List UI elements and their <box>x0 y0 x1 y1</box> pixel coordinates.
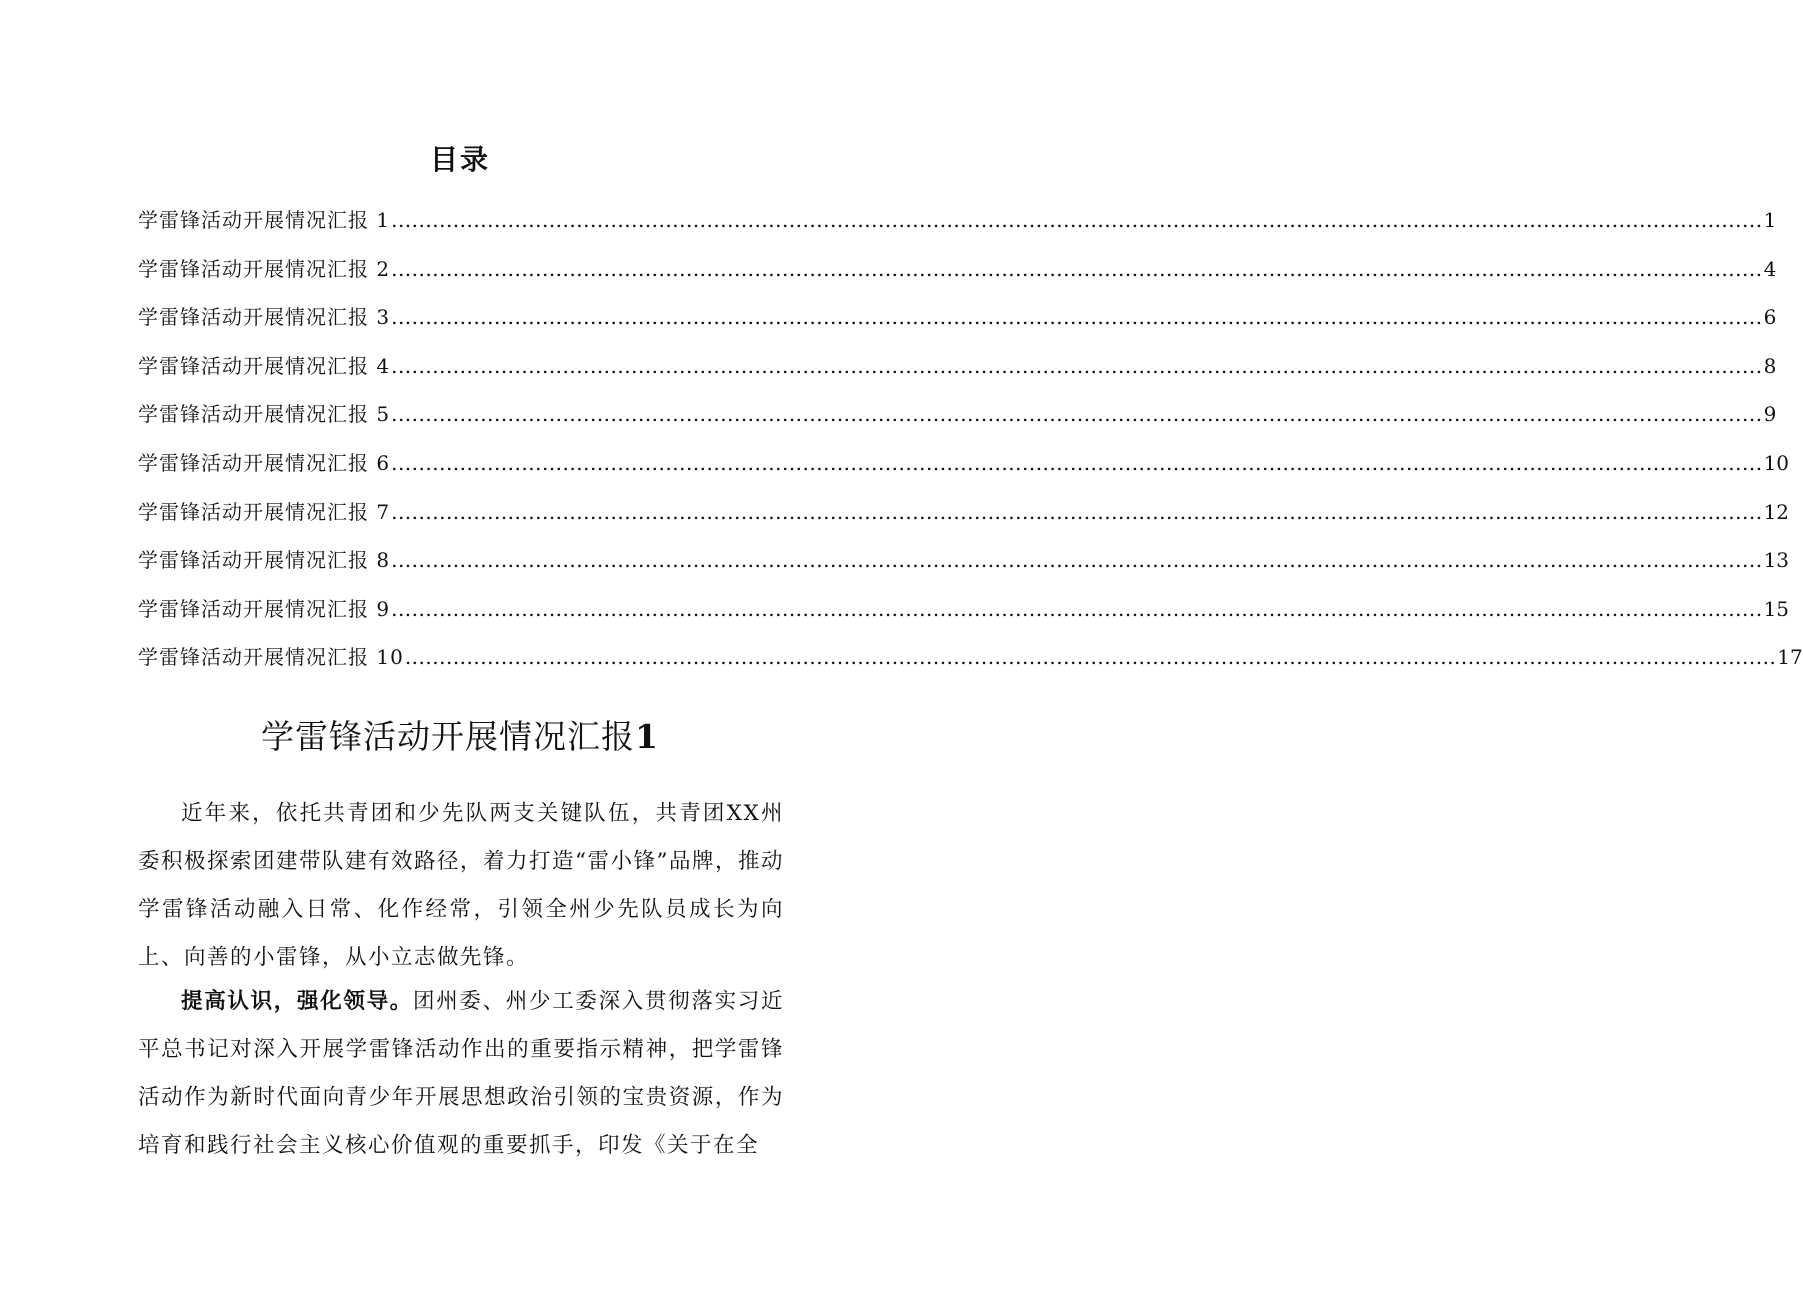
toc-entry-label: 学雷锋活动开展情况汇报 1 <box>138 208 391 232</box>
report-heading-number: 1 <box>635 717 659 756</box>
toc-entry-page-number: 9 <box>1763 402 1777 427</box>
toc-entry-page-number: 4 <box>1763 256 1777 281</box>
toc-entry[interactable] <box>138 342 1777 391</box>
toc-entry-label: 学雷锋活动开展情况汇报 9 <box>138 596 391 621</box>
toc-entry[interactable] <box>138 633 1803 682</box>
toc-entry-page-number: 8 <box>1763 353 1777 378</box>
toc-entry[interactable] <box>138 585 1790 634</box>
toc-entry-label: 学雷锋活动开展情况汇报 4 <box>138 353 391 378</box>
toc-entry-page-number: 17 <box>1777 645 1803 670</box>
toc-entry[interactable] <box>138 439 1790 488</box>
toc-entry[interactable] <box>138 488 1790 537</box>
toc-entry[interactable] <box>138 293 1777 342</box>
toc-entry-page-number: 1 <box>1763 208 1777 232</box>
body-paragraph <box>138 790 784 982</box>
paragraph-text: 近年来，依托共青团和少先队两支关键队伍，共青团XX州委积极探索团建带队建有效路径，着力打造“雷小锋”品牌，推动学雷锋活动融入日常、化作经常，引领全州少先队员成长为向上、向善的小雷锋，从小立志做先锋。 <box>138 801 784 970</box>
toc-entry-page-number: 15 <box>1763 596 1790 621</box>
toc-leader-dots: ........................................................................................................................................................................................................ <box>391 208 1763 232</box>
toc-entry-label: 学雷锋活动开展情况汇报 5 <box>138 402 391 427</box>
toc-entry-page-number: 13 <box>1763 548 1790 573</box>
toc-leader-dots: ........................................................................................................................................................................................................ <box>391 548 1763 573</box>
paragraph-text: 团州委、州少工委深入贯彻落实习近平总书记对深入开展学雷锋活动作出的重要指示精神，把学雷锋活动作为新时代面向青少年开展思想政治引领的宝贵资源，作为培育和践行社会主义核心价值观的重要抓手，印发《关于在全 <box>138 989 784 1158</box>
toc-entry-label: 学雷锋活动开展情况汇报 10 <box>138 645 404 670</box>
toc-leader-dots: ........................................................................................................................................................................................................ <box>391 353 1763 378</box>
toc-leader-dots: ........................................................................................................................................................................................................ <box>391 450 1763 475</box>
toc-entry-label: 学雷锋活动开展情况汇报 3 <box>138 305 391 330</box>
toc-leader-dots: ........................................................................................................................................................................................................ <box>391 256 1763 281</box>
toc-title: 目录 <box>429 143 490 176</box>
toc-entry-page-number: 12 <box>1763 499 1790 524</box>
toc-entry-page-number: 10 <box>1763 450 1790 475</box>
toc-entry-label: 学雷锋活动开展情况汇报 8 <box>138 548 391 573</box>
toc-entry-page-number: 6 <box>1763 305 1777 330</box>
toc-entry-label: 学雷锋活动开展情况汇报 6 <box>138 450 391 475</box>
toc-entry[interactable] <box>138 536 1790 585</box>
toc-leader-dots: ........................................................................................................................................................................................................ <box>404 645 1777 670</box>
toc-leader-dots: ........................................................................................................................................................................................................ <box>391 596 1763 621</box>
toc-entry[interactable] <box>138 390 1777 439</box>
body-paragraph <box>138 978 784 1170</box>
report-heading-text: 学雷锋活动开展情况汇报 <box>261 717 636 756</box>
toc-entry-label: 学雷锋活动开展情况汇报 2 <box>138 256 391 281</box>
toc-entry[interactable] <box>138 196 1777 245</box>
toc-leader-dots: ........................................................................................................................................................................................................ <box>391 305 1763 330</box>
report-heading <box>0 712 920 762</box>
toc-entry[interactable] <box>138 245 1777 294</box>
paragraph-lead-bold: 提高认识，强化领导。 <box>181 989 413 1014</box>
toc-leader-dots: ........................................................................................................................................................................................................ <box>391 499 1763 524</box>
toc-leader-dots: ........................................................................................................................................................................................................ <box>391 402 1763 427</box>
toc-entry-label: 学雷锋活动开展情况汇报 7 <box>138 499 391 524</box>
toc-list <box>138 196 1803 682</box>
